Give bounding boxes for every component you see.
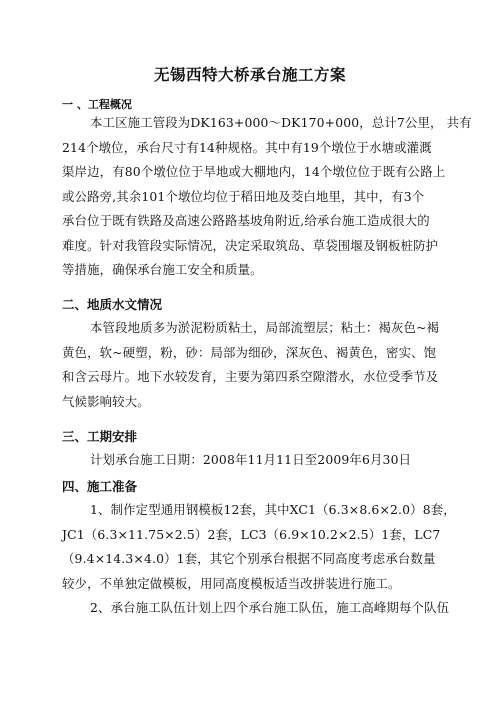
- section-body-schedule: [62, 448, 438, 473]
- document-title: 无锡西特大桥承台施工方案: [153, 66, 346, 84]
- text-line: 较少，不单独定做模板，用同高度模板适当改拼装进行施工。: [62, 575, 401, 591]
- text-line: 和含云母片。地下水较发育，主要为第四系空隙潜水，水位受季节及: [62, 369, 439, 384]
- section-heading-geology: 二、地质水文情况: [62, 297, 163, 312]
- text-line: 计划承台施工日期：2008年11月11日至2009年6月30日: [90, 452, 412, 467]
- text-line: 承台位于既有铁路及高速公路路基坡角附近,给承台施工造成很大的: [62, 213, 430, 228]
- text-line: 难度。针对我管段实际情况，决定采取筑岛、草袋围堰及钢板桩防护: [62, 237, 439, 253]
- text-line: 214个墩位，承台尺寸有14种规格。其中有19个墩位于水塘或灌溉: [62, 139, 432, 155]
- text-line: 1、制作定型通用钢模板12套，其中XC1（6.3×8.6×2.0）8套，: [90, 502, 456, 517]
- section-body-preparation: [62, 498, 456, 621]
- text-line: 本工区施工管段为DK163+000～DK170+000，总计7公里， 共有: [90, 115, 472, 130]
- section-body-geology: [62, 316, 438, 414]
- text-line: 2、承台施工队伍计划上四个承台施工队伍，施工高峰期每个队伍: [90, 600, 450, 615]
- text-line: 黄色，软~硬塑，粉，砂：局部为细砂，深灰色、褐黄色，密实、饱: [62, 344, 437, 360]
- text-line: 渠岸边，有80个墩位位于旱地或大棚地内，14个墩位位于既有公路上: [62, 164, 446, 179]
- text-line: 或公路旁,其余101个墩位均位于稻田地及茭白地里，其中，有3个: [62, 188, 425, 204]
- text-line: 气候影响较大。: [62, 393, 150, 409]
- section-heading-overview: 一 、工程概况: [62, 98, 132, 111]
- text-line: 等措施，确保承台施工安全和质量。: [62, 262, 263, 277]
- text-line: JC1（6.3×11.75×2.5）2套，LC3（6.9×10.2×2.5）1套，LC7: [62, 526, 441, 542]
- section-body-overview: [62, 111, 472, 283]
- text-line: （9.4×14.3×4.0）1套，其它个别承台根据不同高度考虑承台数量: [62, 551, 436, 566]
- section-heading-schedule: 三、工期安排: [62, 429, 138, 444]
- text-line: 本管段地质多为淤泥粉质粘土，局部流塑层；粘土：褐灰色~褐: [90, 320, 440, 335]
- section-heading-preparation: 四、施工准备: [62, 479, 138, 494]
